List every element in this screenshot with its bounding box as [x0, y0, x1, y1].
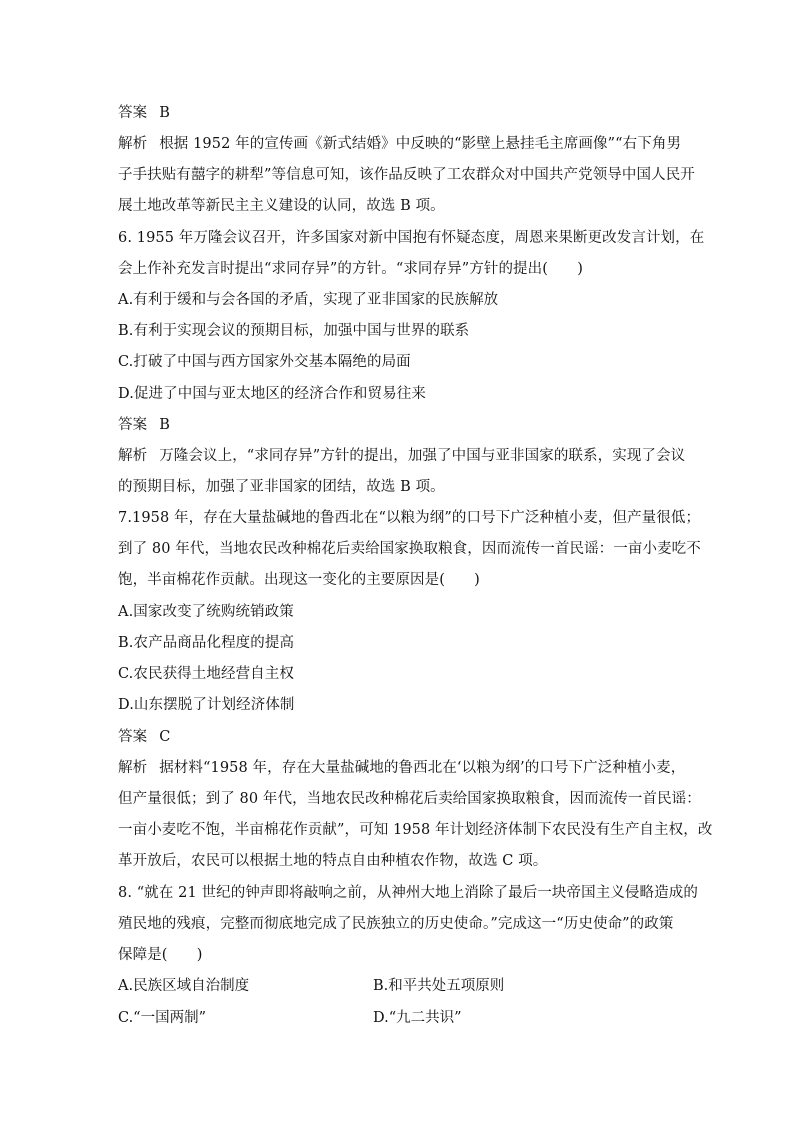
- option-c: C.打破了中国与西方国家外交基本隔绝的局面: [118, 354, 411, 370]
- option-b: B.有利于实现会议的预期目标，加强中国与世界的联系: [118, 323, 470, 339]
- option-b: B.农产品商品化程度的提高: [118, 635, 295, 651]
- analysis-text: 根据 1952 年的宣传画《新式结婚》中反映的“影壁上悬挂毛主席画像”“右下角男: [159, 136, 682, 152]
- answer-value: B: [159, 417, 170, 433]
- question-stem-q7: 饱，半亩棉花作贡献。出现这一变化的主要原因是( ): [118, 572, 480, 588]
- analysis-line: 的预期目标，加强了亚非国家的团结，故选 B 项。: [118, 479, 445, 495]
- option-b: B.和平共处五项原则: [373, 978, 505, 994]
- answer-line-q6: [118, 415, 170, 435]
- analysis-line: 展土地改革等新民主主义建设的认同，故选 B 项。: [118, 198, 445, 214]
- answer-line-q7: [118, 727, 170, 747]
- analysis-line: 但产量很低；到了 80 年代，当地农民改种棉花后卖给国家换取粮食，因而流传一首民谣：: [118, 791, 701, 807]
- analysis-line: [118, 758, 685, 778]
- answer-value: B: [159, 105, 170, 121]
- option-d: D.“九二共识”: [373, 1010, 462, 1026]
- option-d: D.山东摆脱了计划经济体制: [118, 697, 295, 713]
- option-a: A.有利于缓和与会各国的矛盾，实现了亚非国家的民族解放: [118, 292, 499, 308]
- option-d: D.促进了中国与亚太地区的经济合作和贸易往来: [118, 386, 426, 402]
- answer-line-q5: [118, 103, 170, 123]
- option-a: A.国家改变了统购统销政策: [118, 604, 294, 620]
- option-c: C.农民获得土地经营自主权: [118, 666, 294, 682]
- question-stem-q7: 到了 80 年代，当地农民改种棉花后卖给国家换取粮食，因而流传一首民谣：一亩小麦吃不: [118, 541, 701, 557]
- analysis-text: 万隆会议上，“求同存异”方针的提出，加强了中国与亚非国家的联系，实现了会议: [159, 448, 686, 464]
- analysis-label: 解析: [118, 760, 148, 776]
- question-stem-q8: 8. “就在 21 世纪的钟声即将敲响之前，从神州大地上消除了最后一块帝国主义侵略造成的: [118, 885, 698, 901]
- analysis-line: [118, 134, 681, 154]
- analysis-line: 子手扶贴有囍字的耕犁”等信息可知，该作品反映了工农群众对中国共产党领导中国人民开: [118, 167, 695, 183]
- question-stem-q6: 6. 1955 年万隆会议召开，许多国家对新中国抱有怀疑态度，周恩来果断更改发言计划，在: [118, 230, 705, 246]
- option-a: A.民族区域自治制度: [118, 978, 250, 994]
- answer-label: 答案: [118, 105, 148, 121]
- analysis-line: [118, 446, 685, 466]
- answer-label: 答案: [118, 729, 148, 745]
- question-stem-q8: 保障是( ): [118, 947, 203, 963]
- analysis-line: 革开放后，农民可以根据土地的特点自由种植农作物，故选 C 项。: [118, 853, 548, 869]
- analysis-label: 解析: [118, 448, 148, 464]
- option-c: C.“一国两制”: [118, 1010, 207, 1026]
- analysis-label: 解析: [118, 136, 148, 152]
- question-stem-q8: 殖民地的残痕，完整而彻底地完成了民族独立的历史使命。”完成这一“历史使命”的政策: [118, 916, 674, 932]
- analysis-text: 据材料“1958 年，存在大量盐碱地的鲁西北在‘以粮为纲’的口号下广泛种植小麦，: [159, 760, 686, 776]
- answer-label: 答案: [118, 417, 148, 433]
- answer-value: C: [159, 729, 171, 745]
- question-stem-q6: 会上作补充发言时提出“求同存异”的方针。“求同存异”方针的提出( ): [118, 261, 583, 277]
- question-stem-q7: 7.1958 年，存在大量盐碱地的鲁西北在“以粮为纲”的口号下广泛种植小麦，但产量很低；: [118, 510, 701, 526]
- analysis-line: 一亩小麦吃不饱，半亩棉花作贡献”，可知 1958 年计划经济体制下农民没有生产自主权，改: [118, 822, 713, 838]
